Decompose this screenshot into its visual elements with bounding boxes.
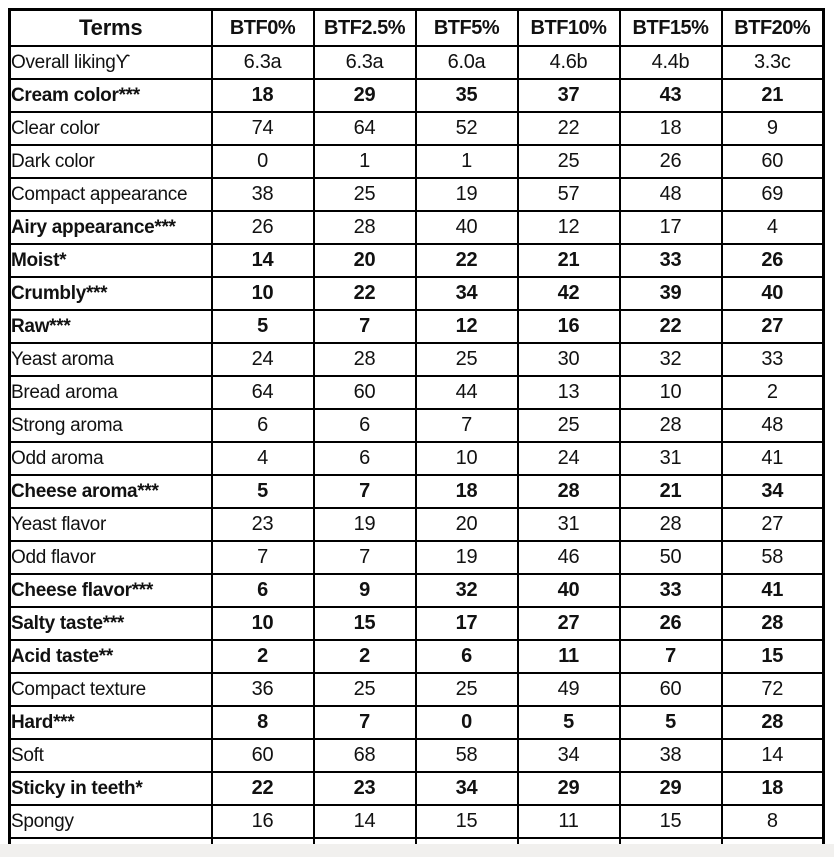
value-cell: 18 <box>212 79 314 112</box>
value-cell: 32 <box>416 574 518 607</box>
value-cell: 6 <box>416 640 518 673</box>
table-row <box>10 376 824 409</box>
value-cell: 33 <box>620 244 722 277</box>
value-cell: 34 <box>722 475 824 508</box>
value-cell: 29 <box>518 772 620 805</box>
value-cell: 33 <box>620 574 722 607</box>
sensory-attributes-table <box>8 8 825 857</box>
value-cell: 31 <box>518 508 620 541</box>
value-cell: 44 <box>416 376 518 409</box>
value-cell: 6 <box>212 409 314 442</box>
value-cell: 37 <box>518 79 620 112</box>
value-cell: 19 <box>416 178 518 211</box>
value-cell: 5 <box>212 475 314 508</box>
value-cell: 22 <box>212 772 314 805</box>
value-cell: 43 <box>620 79 722 112</box>
table-row <box>10 277 824 310</box>
value-cell: 41 <box>722 442 824 475</box>
table-row <box>10 178 824 211</box>
term-cell: Yeast flavor <box>10 508 212 541</box>
value-cell: 32 <box>620 343 722 376</box>
header-btf20-: BTF20% <box>722 10 824 47</box>
value-cell: 10 <box>212 277 314 310</box>
term-cell: Strong aroma <box>10 409 212 442</box>
value-cell: 42 <box>518 277 620 310</box>
table-row <box>10 211 824 244</box>
value-cell: 1 <box>314 145 416 178</box>
value-cell: 69 <box>722 178 824 211</box>
value-cell: 19 <box>314 508 416 541</box>
value-cell: 6.3a <box>314 46 416 79</box>
value-cell: 13 <box>518 376 620 409</box>
table-row <box>10 310 824 343</box>
value-cell: 48 <box>722 409 824 442</box>
value-cell: 64 <box>212 376 314 409</box>
term-cell: Cheese aroma*** <box>10 475 212 508</box>
value-cell: 26 <box>620 607 722 640</box>
value-cell: 58 <box>416 739 518 772</box>
value-cell: 39 <box>620 277 722 310</box>
value-cell: 10 <box>416 442 518 475</box>
table-row <box>10 706 824 739</box>
value-cell: 24 <box>518 442 620 475</box>
value-cell: 52 <box>416 112 518 145</box>
value-cell: 5 <box>212 310 314 343</box>
value-cell: 33 <box>722 343 824 376</box>
term-cell: Yeast aroma <box>10 343 212 376</box>
value-cell: 20 <box>416 508 518 541</box>
term-cell: Sticky in teeth* <box>10 772 212 805</box>
value-cell: 0 <box>416 706 518 739</box>
value-cell: 30 <box>518 343 620 376</box>
value-cell: 48 <box>620 178 722 211</box>
value-cell: 7 <box>314 706 416 739</box>
value-cell: 6 <box>314 442 416 475</box>
value-cell: 28 <box>620 508 722 541</box>
term-cell: Raw*** <box>10 310 212 343</box>
value-cell: 4 <box>722 211 824 244</box>
value-cell: 17 <box>416 607 518 640</box>
term-cell: Salty taste*** <box>10 607 212 640</box>
table-row <box>10 640 824 673</box>
header-row <box>10 10 824 47</box>
value-cell: 25 <box>314 178 416 211</box>
table-row <box>10 409 824 442</box>
value-cell: 29 <box>620 772 722 805</box>
value-cell: 14 <box>722 739 824 772</box>
term-cell: Crumbly*** <box>10 277 212 310</box>
value-cell: 74 <box>212 112 314 145</box>
value-cell: 22 <box>416 244 518 277</box>
value-cell: 4.4b <box>620 46 722 79</box>
table-row <box>10 574 824 607</box>
table-row <box>10 112 824 145</box>
value-cell: 11 <box>518 805 620 838</box>
table-row <box>10 508 824 541</box>
value-cell: 60 <box>212 739 314 772</box>
value-cell: 40 <box>722 277 824 310</box>
value-cell: 2 <box>722 376 824 409</box>
value-cell: 4.6b <box>518 46 620 79</box>
value-cell: 3.3c <box>722 46 824 79</box>
value-cell: 27 <box>722 508 824 541</box>
header-btf10-: BTF10% <box>518 10 620 47</box>
value-cell: 21 <box>722 79 824 112</box>
table-row <box>10 805 824 838</box>
header-btf15-: BTF15% <box>620 10 722 47</box>
value-cell: 21 <box>518 244 620 277</box>
term-cell: Compact appearance <box>10 178 212 211</box>
term-cell: Soft <box>10 739 212 772</box>
value-cell: 34 <box>416 277 518 310</box>
term-cell: Odd aroma <box>10 442 212 475</box>
value-cell: 26 <box>620 145 722 178</box>
value-cell: 7 <box>314 310 416 343</box>
term-cell: Bread aroma <box>10 376 212 409</box>
value-cell: 6 <box>212 574 314 607</box>
term-cell: Acid taste** <box>10 640 212 673</box>
term-cell: Cream color*** <box>10 79 212 112</box>
value-cell: 25 <box>518 145 620 178</box>
value-cell: 15 <box>722 640 824 673</box>
value-cell: 38 <box>620 739 722 772</box>
value-cell: 36 <box>212 673 314 706</box>
value-cell: 64 <box>314 112 416 145</box>
value-cell: 8 <box>722 805 824 838</box>
value-cell: 60 <box>722 145 824 178</box>
table-body <box>10 46 824 857</box>
value-cell: 9 <box>722 112 824 145</box>
value-cell: 28 <box>314 211 416 244</box>
value-cell: 25 <box>518 409 620 442</box>
term-cell: Dark color <box>10 145 212 178</box>
value-cell: 22 <box>518 112 620 145</box>
value-cell: 12 <box>416 310 518 343</box>
table-row <box>10 145 824 178</box>
value-cell: 24 <box>212 343 314 376</box>
value-cell: 19 <box>416 541 518 574</box>
value-cell: 7 <box>314 541 416 574</box>
value-cell: 40 <box>416 211 518 244</box>
term-cell: Spongy <box>10 805 212 838</box>
value-cell: 28 <box>518 475 620 508</box>
table-row <box>10 772 824 805</box>
value-cell: 26 <box>212 211 314 244</box>
header-btf2.5-: BTF2.5% <box>314 10 416 47</box>
header-btf5-: BTF5% <box>416 10 518 47</box>
table-row <box>10 46 824 79</box>
value-cell: 40 <box>518 574 620 607</box>
term-cell: Compact texture <box>10 673 212 706</box>
value-cell: 5 <box>620 706 722 739</box>
term-cell: Hard*** <box>10 706 212 739</box>
term-cell: Airy appearance*** <box>10 211 212 244</box>
value-cell: 15 <box>314 607 416 640</box>
value-cell: 7 <box>314 475 416 508</box>
value-cell: 8 <box>212 706 314 739</box>
value-cell: 2 <box>314 640 416 673</box>
value-cell: 60 <box>620 673 722 706</box>
value-cell: 25 <box>416 673 518 706</box>
value-cell: 9 <box>314 574 416 607</box>
value-cell: 16 <box>212 805 314 838</box>
table-row <box>10 244 824 277</box>
value-cell: 23 <box>212 508 314 541</box>
value-cell: 16 <box>518 310 620 343</box>
term-cell: Clear color <box>10 112 212 145</box>
term-cell: Overall likingϒ <box>10 46 212 79</box>
value-cell: 10 <box>212 607 314 640</box>
value-cell: 46 <box>518 541 620 574</box>
value-cell: 12 <box>518 211 620 244</box>
value-cell: 15 <box>620 805 722 838</box>
value-cell: 11 <box>518 640 620 673</box>
value-cell: 60 <box>314 376 416 409</box>
value-cell: 23 <box>314 772 416 805</box>
value-cell: 7 <box>620 640 722 673</box>
table-row <box>10 541 824 574</box>
value-cell: 49 <box>518 673 620 706</box>
value-cell: 27 <box>518 607 620 640</box>
table-row <box>10 673 824 706</box>
table-row <box>10 607 824 640</box>
header-btf0-: BTF0% <box>212 10 314 47</box>
value-cell: 15 <box>416 805 518 838</box>
value-cell: 18 <box>722 772 824 805</box>
table-row <box>10 442 824 475</box>
value-cell: 7 <box>416 409 518 442</box>
value-cell: 27 <box>722 310 824 343</box>
value-cell: 58 <box>722 541 824 574</box>
value-cell: 22 <box>314 277 416 310</box>
term-cell: Odd flavor <box>10 541 212 574</box>
header-terms: Terms <box>10 10 212 47</box>
value-cell: 4 <box>212 442 314 475</box>
value-cell: 14 <box>212 244 314 277</box>
value-cell: 72 <box>722 673 824 706</box>
value-cell: 50 <box>620 541 722 574</box>
value-cell: 7 <box>212 541 314 574</box>
value-cell: 2 <box>212 640 314 673</box>
table-row <box>10 475 824 508</box>
value-cell: 57 <box>518 178 620 211</box>
value-cell: 25 <box>416 343 518 376</box>
value-cell: 41 <box>722 574 824 607</box>
term-cell: Moist* <box>10 244 212 277</box>
term-cell: Cheese flavor*** <box>10 574 212 607</box>
value-cell: 17 <box>620 211 722 244</box>
value-cell: 20 <box>314 244 416 277</box>
table-row <box>10 343 824 376</box>
bottom-margin-strip <box>0 844 834 857</box>
value-cell: 6.0a <box>416 46 518 79</box>
value-cell: 35 <box>416 79 518 112</box>
value-cell: 1 <box>416 145 518 178</box>
value-cell: 68 <box>314 739 416 772</box>
value-cell: 5 <box>518 706 620 739</box>
value-cell: 18 <box>416 475 518 508</box>
value-cell: 28 <box>722 607 824 640</box>
value-cell: 28 <box>620 409 722 442</box>
value-cell: 10 <box>620 376 722 409</box>
value-cell: 21 <box>620 475 722 508</box>
table-row <box>10 79 824 112</box>
value-cell: 6.3a <box>212 46 314 79</box>
value-cell: 0 <box>212 145 314 178</box>
value-cell: 6 <box>314 409 416 442</box>
value-cell: 34 <box>416 772 518 805</box>
value-cell: 26 <box>722 244 824 277</box>
table-row <box>10 739 824 772</box>
value-cell: 34 <box>518 739 620 772</box>
value-cell: 25 <box>314 673 416 706</box>
value-cell: 28 <box>722 706 824 739</box>
value-cell: 14 <box>314 805 416 838</box>
value-cell: 18 <box>620 112 722 145</box>
value-cell: 28 <box>314 343 416 376</box>
value-cell: 29 <box>314 79 416 112</box>
value-cell: 31 <box>620 442 722 475</box>
value-cell: 22 <box>620 310 722 343</box>
value-cell: 38 <box>212 178 314 211</box>
